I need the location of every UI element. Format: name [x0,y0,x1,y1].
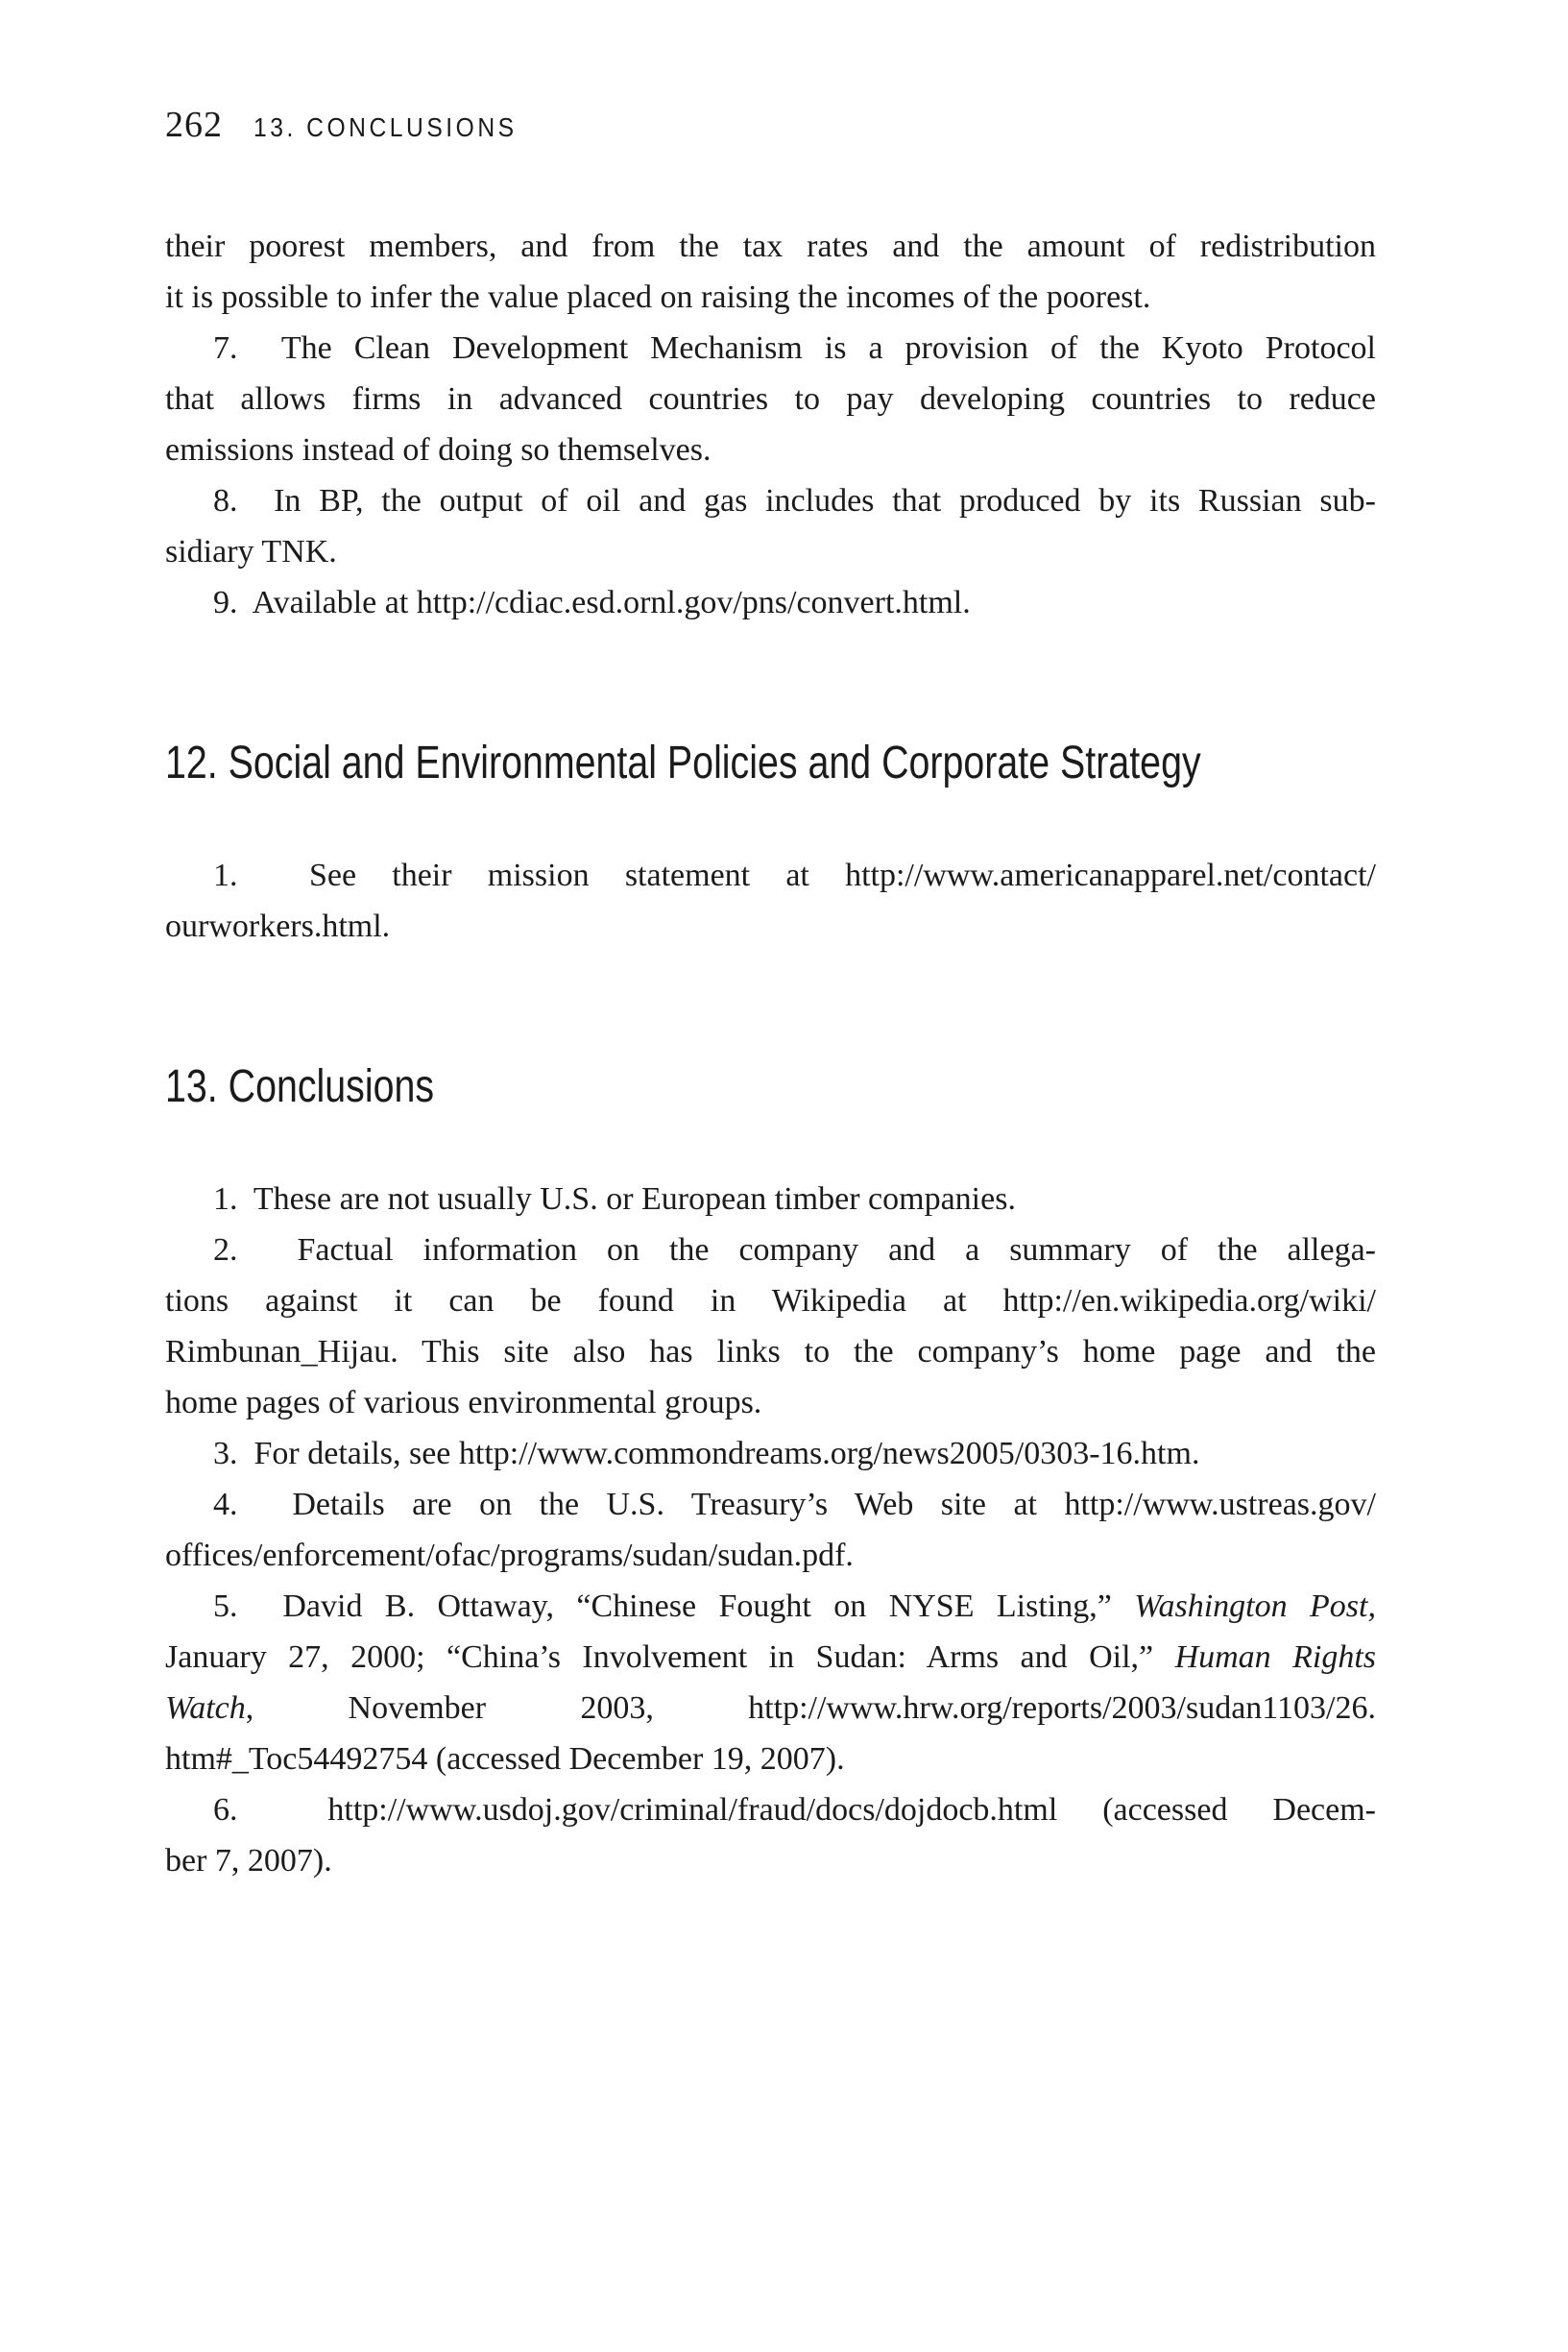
endnote-13-2 [165,1224,1376,1428]
text-line [165,1428,1376,1479]
endnote-13-4 [165,1479,1376,1581]
text-line [165,221,1376,272]
section-heading-13: 13. Conclusions [165,1061,435,1112]
text-line [165,424,1376,475]
italic-text: Watch [165,1690,246,1726]
text-segment: home pages of various environmental groups. [165,1385,762,1420]
text-line [165,1784,1376,1835]
text-segment: ber 7, 2007). [165,1843,332,1879]
endnote-13-1 [165,1174,1376,1224]
text-line [165,1377,1376,1428]
text-line [165,323,1376,374]
text-line [165,577,1376,628]
text-segment: 5. David B. Ottaway, “Chinese Fought on NYSE Listing,” [213,1588,1135,1624]
text-line [165,1174,1376,1224]
page-header [165,104,1376,146]
running-head: 13. CONCLUSIONS [253,112,518,142]
text-line [165,1683,1376,1734]
text-segment: emissions instead of doing so themselves. [165,432,712,468]
text-segment: 7. The Clean Development Mechanism is a provision of the Kyoto Protocol [213,330,1376,366]
text-segment: Rimbunan_Hijau. This site also has links to the company’s home page and the [165,1334,1376,1370]
endnote-13-3 [165,1428,1376,1479]
endnote-13-6 [165,1784,1376,1886]
text-line [165,475,1376,526]
text-segment: ourworkers.html. [165,909,391,944]
endnote-9 [165,577,1376,628]
text-line [165,850,1376,901]
endnote-7 [165,323,1376,475]
italic-text: Human Rights [1174,1639,1376,1675]
endnote-12-1 [165,850,1376,952]
text-segment: tions against it can be found in Wikipedia at http://en.wikipedia.org/wiki/ [165,1283,1376,1319]
text-line [165,526,1376,577]
text-segment: that allows firms in advanced countries to pay developing countries to reduce [165,381,1376,417]
text-segment: 6. http://www.usdoj.gov/criminal/fraud/docs/dojdocb.html (accessed Decem- [213,1792,1376,1828]
text-segment: 9. Available at http://cdiac.esd.ornl.gov/pns/convert.html. [213,585,971,620]
text-line [165,1326,1376,1377]
text-segment: 1. See their mission statement at http://www.americanapparel.net/contact/ [213,858,1376,893]
endnote-8 [165,475,1376,577]
text-line [165,374,1376,424]
page-content [165,221,1376,1886]
text-line [165,272,1376,323]
italic-text: Washington Post, [1134,1588,1376,1624]
text-line [165,1479,1376,1530]
text-line [165,1275,1376,1326]
continued-paragraph [165,221,1376,323]
text-line [165,1632,1376,1683]
text-segment: it is possible to infer the value placed on raising the incomes of the poorest. [165,279,1151,315]
text-segment: 8. In BP, the output of oil and gas includes that produced by its Russian sub- [213,483,1376,519]
text-segment: 1. These are not usually U.S. or European timber companies. [213,1181,1016,1217]
page-number: 262 [165,105,223,145]
text-segment: January 27, 2000; “China’s Involvement in Sudan: Arms and Oil,” [165,1639,1175,1675]
text-segment: 4. Details are on the U.S. Treasury’s Web site at http://www.ustreas.gov/ [213,1487,1376,1522]
text-line [165,901,1376,952]
text-line [165,1530,1376,1581]
text-segment: , November 2003, http://www.hrw.org/reports/2003/sudan1103/26. [245,1690,1376,1726]
text-segment: 2. Factual information on the company and a summary of the allega- [213,1232,1376,1268]
text-line [165,1224,1376,1275]
text-line [165,1734,1376,1784]
text-line [165,1835,1376,1886]
text-segment: their poorest members, and from the tax rates and the amount of redistribution [165,229,1376,264]
text-segment: htm#_Toc54492754 (accessed December 19, 2007). [165,1741,845,1777]
text-line [165,1581,1376,1632]
endnote-13-5 [165,1581,1376,1784]
text-segment: offices/enforcement/ofac/programs/sudan/sudan.pdf. [165,1538,854,1573]
section-heading-12: 12. Social and Environmental Policies and Corporate Strategy [165,738,1201,788]
text-segment: sidiary TNK. [165,534,337,570]
text-segment: 3. For details, see http://www.commondreams.org/news2005/0303-16.htm. [213,1436,1200,1471]
